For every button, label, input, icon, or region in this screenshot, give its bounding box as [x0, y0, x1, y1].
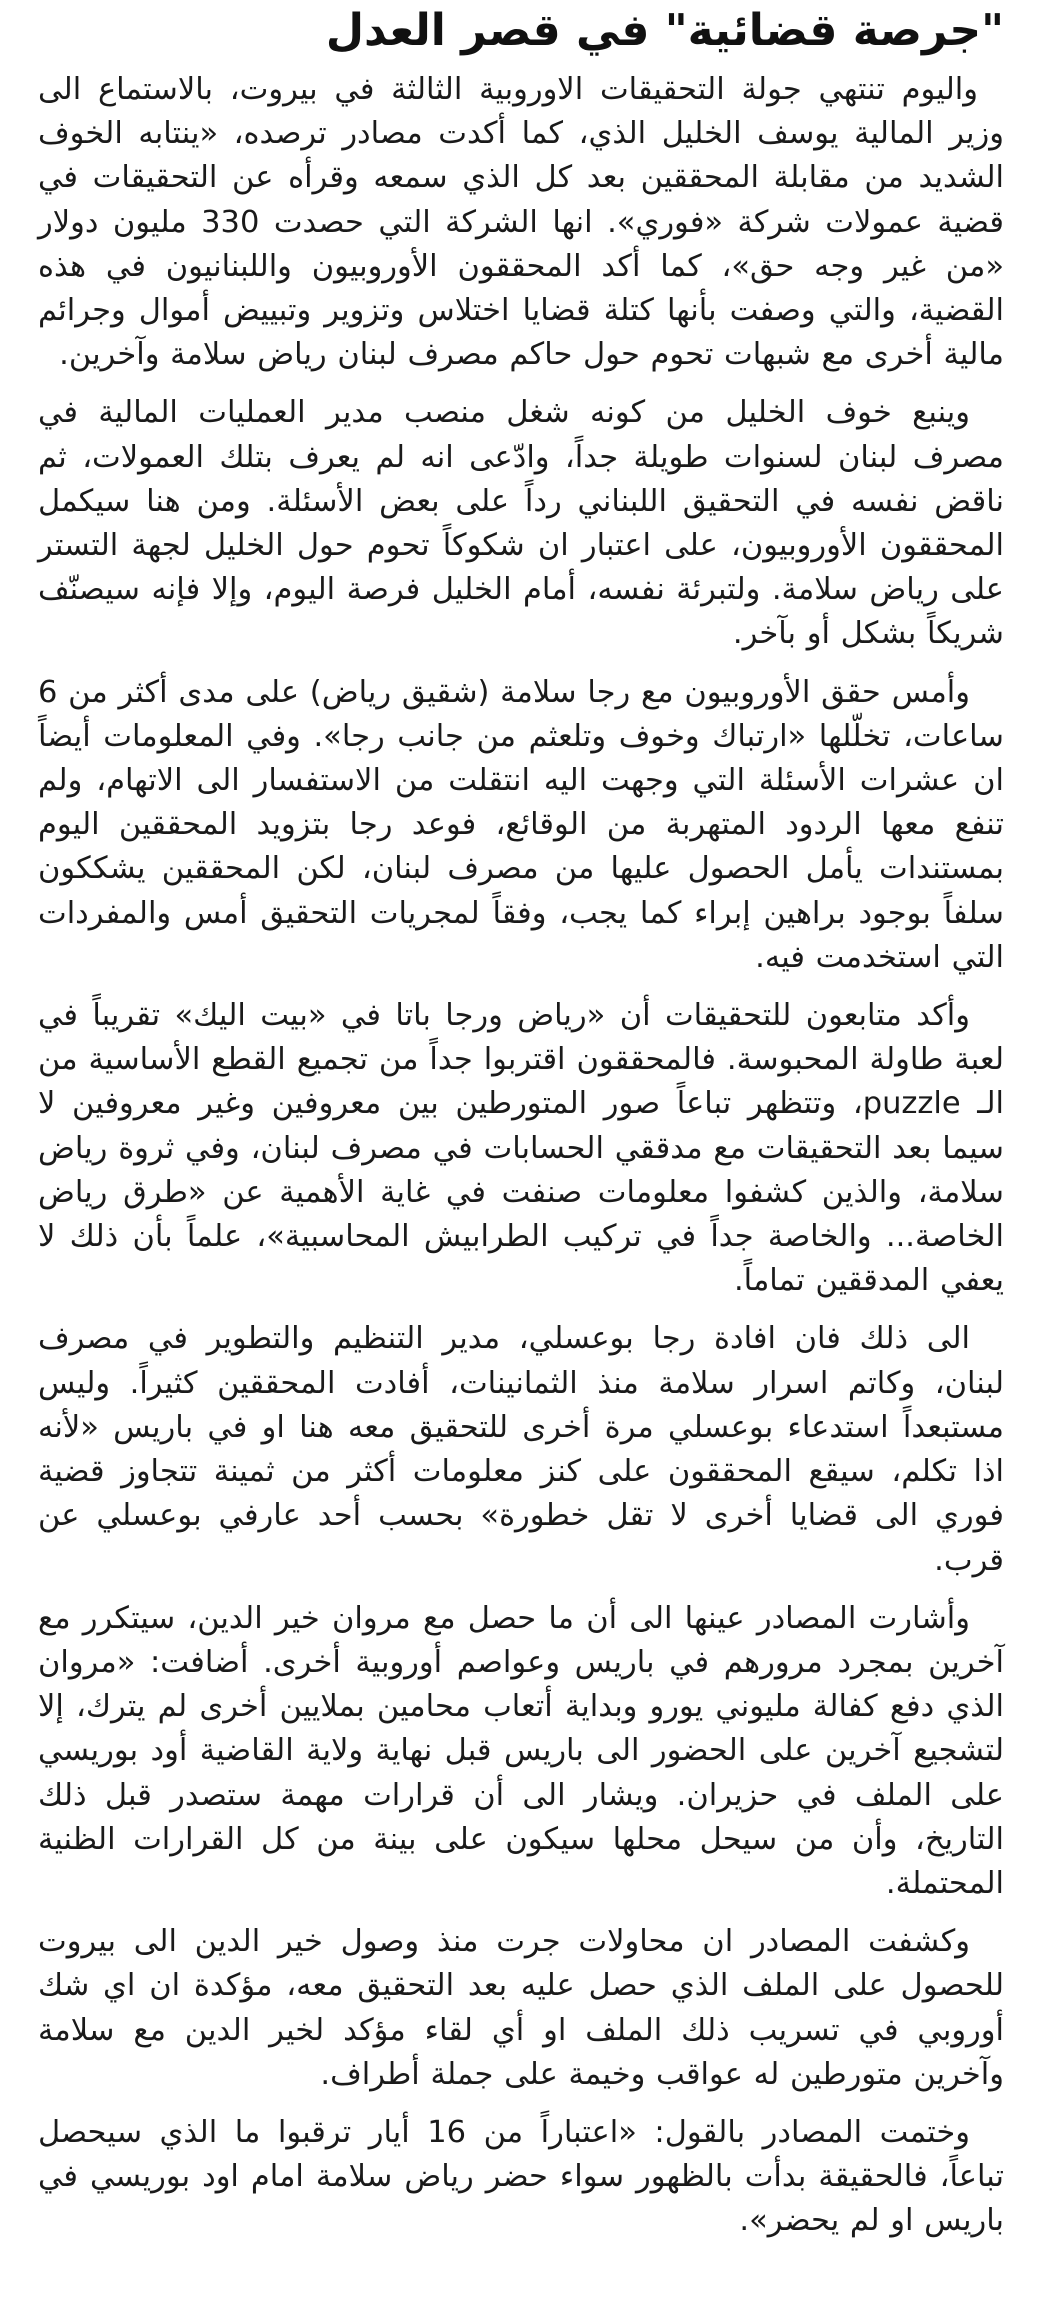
paragraph-3: وأمس حقق الأوروبيون مع رجا سلامة (شقيق رياض) على مدى أكثر من 6 ساعات، تخلّلها «ارتباك وخوف وتلعثم من جانب رجا». وفي المعلومات أيضاً ان عشرات الأسئلة التي وجهت اليه انتقلت من الاستفسار الى الاتهام، ولم تنفع معها الردود المتهربة من الوقائع، فوعد رجا بتزويد المحققين اليوم بمستندات يأمل الحصول عليها من مصرف لبنان، لكن المحققين يشككون سلفاً بوجود براهين إبراء كما يجب، وفقاً لمجريات التحقيق أمس والمفردات التي استخدمت فيه. — [38, 674, 1004, 975]
paragraph-4: وأكد متابعون للتحقيقات أن «رياض ورجا باتا في «بيت اليك» تقريباً في لعبة طاولة المحبوسة. فالمحققون اقتربوا جداً من تجميع القطع الأساسية من الـ puzzle، وتتظهر تباعاً صور المتورطين بين معروفين وغير معروفين لا سيما بعد التحقيقات مع مدققي الحسابات في مصرف لبنان، وفي ثروة رياض سلامة، والذين كشفوا معلومات صنفت في غاية الأهمية عن «طرق رياض الخاصة... والخاصة جداً في تركيب الطرابيش المحاسبية»، علماً بأن ذلك لا يعفي المدققين تماماً. — [38, 998, 1004, 1299]
paragraph-2: وينبع خوف الخليل من كونه شغل منصب مدير العمليات المالية في مصرف لبنان لسنوات طويلة جداً، وادّعى انه لم يعرف بتلك العمولات، ثم ناقض نفسه في التحقيق اللبناني رداً على بعض الأسئلة. ومن هنا سيكمل المحققون الأوروبيون، على اعتبار ان شكوكاً تحوم حول الخليل لجهة التستر على رياض سلامة. ولتبرئة نفسه، أمام الخليل فرصة اليوم، وإلا فإنه سيصنّف شريكاً بشكل أو بآخر. — [38, 395, 1004, 652]
article-headline: "جرصة قضائية" في قصر العدل — [325, 5, 1004, 56]
paragraph-5: الى ذلك فان افادة رجا بوعسلي، مدير التنظيم والتطوير في مصرف لبنان، وكاتم اسرار سلامة منذ الثمانينات، أفادت المحققين كثيراً. وليس مستبعداً استدعاء بوعسلي مرة أخرى للتحقيق معه هنا او في باريس «لأنه اذا تكلم، سيقع المحققون على كنز معلومات أكثر من ثمينة تتجاوز قضية فوري الى قضايا أخرى لا تقل خطورة» بحسب أحد عارفي بوعسلي عن قرب. — [38, 1321, 1004, 1578]
paragraph-7: وكشفت المصادر ان محاولات جرت منذ وصول خير الدين الى بيروت للحصول على الملف الذي حصل عليه بعد التحقيق معه، مؤكدة ان اي شك أوروبي في تسريب ذلك الملف او أي لقاء مؤكد لخير الدين مع سلامة وآخرين متورطين له عواقب وخيمة على جملة أطراف. — [38, 1924, 1004, 2092]
paragraph-8: وختمت المصادر بالقول: «اعتباراً من 16 أيار ترقبوا ما الذي سيحصل تباعاً، فالحقيقة بدأت بالظهور سواء حضر رياض سلامة امام اود بوريسي في باريس او لم يحضر». — [38, 2114, 1004, 2239]
article-body — [38, 68, 1004, 2244]
paragraph-1: واليوم تنتهي جولة التحقيقات الاوروبية الثالثة في بيروت، بالاستماع الى وزير المالية يوسف الخليل الذي، كما أكدت مصادر ترصده، «ينتابه الخوف الشديد من مقابلة المحققين بعد كل الذي سمعه وقرأه عن التحقيقات في قضية عمولات شركة «فوري». انها الشركة التي حصدت 330 مليون دولار «من غير وجه حق»، كما أكد المحققون الأوروبيون واللبنانيون في هذه القضية، والتي وصفت بأنها كتلة قضايا اختلاس وتزوير وتبييض أموال وجرائم مالية أخرى مع شبهات تحوم حول حاكم مصرف لبنان رياض سلامة وآخرين. — [38, 72, 1004, 373]
paragraph-6: وأشارت المصادر عينها الى أن ما حصل مع مروان خير الدين، سيتكرر مع آخرين بمجرد مرورهم في باريس وعواصم أوروبية أخرى. أضافت: «مروان الذي دفع كفالة مليوني يورو وبداية أتعاب محامين بملايين أخرى لم يترك، إلا لتشجيع آخرين على الحضور الى باريس قبل نهاية ولاية القاضية أود بوريسي على الملف في حزيران. ويشار الى أن قرارات مهمة ستصدر قبل ذلك التاريخ، وأن من سيحل محلها سيكون على بينة من كل القرارات الظنية المحتملة. — [38, 1600, 1004, 1901]
